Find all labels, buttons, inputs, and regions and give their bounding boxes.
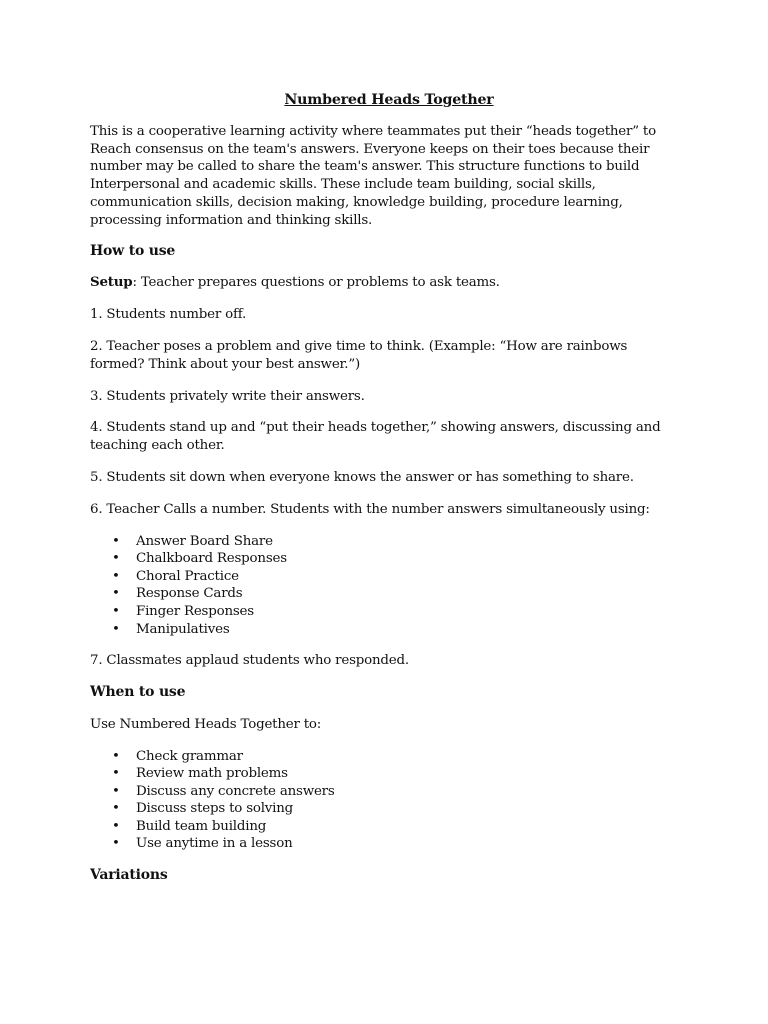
step-7: 7. Classmates applaud students who responded. <box>90 653 409 669</box>
list-item: • Review math problems <box>112 766 288 782</box>
list-item: • Choral Practice <box>112 568 239 584</box>
bullet-icon: • <box>112 818 120 834</box>
how-to-use-heading: How to use <box>90 242 176 259</box>
list-item: • Answer Board Share <box>112 533 273 549</box>
use-cases-list <box>90 748 680 854</box>
bullet-icon: • <box>112 621 120 637</box>
list-item: • Response Cards <box>112 586 243 602</box>
setup-label: Setup <box>90 274 133 291</box>
bullet-icon: • <box>112 603 120 619</box>
bullet-icon: • <box>112 801 120 817</box>
bullet-icon: • <box>112 766 120 782</box>
document-page <box>90 92 680 899</box>
intro-paragraph: This is a cooperative learning activity where teammates put their “heads together” to Reach consensus on the team's answers. Everyone keeps on their toes because their number may be called to share the team's answer. This structure functions to build Interpersonal and academic skills. These include team building, social skills, communication skills, decision making, knowledge building, procedure learning, processing information and thinking skills. <box>90 123 656 228</box>
bullet-icon: • <box>112 586 120 602</box>
list-item: • Check grammar <box>112 748 243 764</box>
when-to-use-lead: Use Numbered Heads Together to: <box>90 716 322 732</box>
list-item: • Manipulatives <box>112 621 230 637</box>
step-1: 1. Students number off. <box>90 307 247 323</box>
setup-text: : Teacher prepares questions or problems to ask teams. <box>132 275 500 291</box>
step-4: 4. Students stand up and “put their heads together,” showing answers, discussing and teaching each other. <box>90 420 661 454</box>
bullet-icon: • <box>112 551 120 567</box>
list-item: • Chalkboard Responses <box>112 551 287 567</box>
list-item: • Use anytime in a lesson <box>112 836 293 852</box>
step-5: 5. Students sit down when everyone knows the answer or has something to share. <box>90 469 634 485</box>
bullet-icon: • <box>112 748 120 764</box>
when-to-use-heading: When to use <box>90 683 186 700</box>
bullet-icon: • <box>112 568 120 584</box>
list-item: • Finger Responses <box>112 603 254 619</box>
bullet-icon: • <box>112 533 120 549</box>
document-title: Numbered Heads Together <box>284 92 494 108</box>
variations-heading: Variations <box>90 867 168 884</box>
list-item: • Discuss steps to solving <box>112 801 294 817</box>
bullet-icon: • <box>112 783 120 799</box>
setup-paragraph <box>90 274 680 292</box>
step-6: 6. Teacher Calls a number. Students with the number answers simultaneously using: <box>90 501 650 517</box>
list-item: • Discuss any concrete answers <box>112 783 335 799</box>
step-3: 3. Students privately write their answers. <box>90 388 365 404</box>
step-2: 2. Teacher poses a problem and give time to think. (Example: “How are rainbows formed? Think about your best answer.”) <box>90 338 628 372</box>
response-methods-list <box>90 533 680 639</box>
list-item: • Build team building <box>112 818 267 834</box>
bullet-icon: • <box>112 836 120 852</box>
